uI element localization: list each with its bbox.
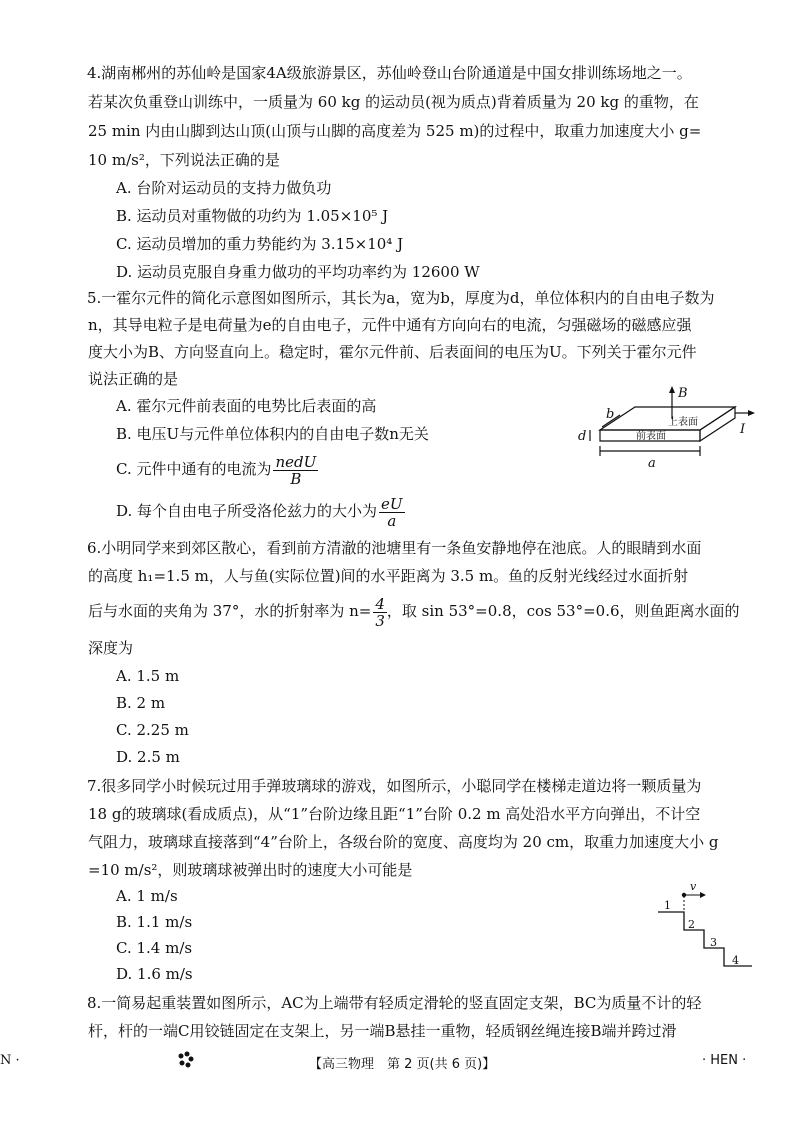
footer-right-marker: · HEN · [702, 1053, 747, 1068]
q6-stem-line-3 [88, 594, 740, 629]
q5-option-c [116, 452, 318, 487]
q6-option-b: B. 2 m [116, 694, 166, 712]
q7-option-b: B. 1.1 m/s [116, 913, 193, 931]
q7-option-c: C. 1.4 m/s [116, 939, 193, 957]
hall-side-face [700, 407, 735, 441]
step-2-label: 2 [688, 918, 695, 931]
label-I: I [740, 422, 746, 437]
q4-option-a: A. 台阶对运动员的支持力做负功 [116, 179, 332, 197]
velocity-arrowhead [700, 892, 706, 898]
q7-stem-line-3: 气阻力，玻璃球直接落到“4”台阶上，各级台阶的宽度、高度均为 20 cm，取重力加速度大小 g [88, 833, 719, 851]
q7-stem-line-4: =10 m/s²，则玻璃球被弹出时的速度大小可能是 [88, 861, 413, 879]
q4-option-d: D. 运动员克服自身重力做功的平均功率约为 12600 W [116, 263, 480, 281]
q4-stem-line-3: 25 min 内由山脚到达山顶(山顶与山脚的高度差为 525 m)的过程中，取重力加速度大小 g= [88, 122, 702, 140]
q7-option-d: D. 1.6 m/s [116, 965, 193, 983]
q6-stem-line-4: 深度为 [88, 639, 134, 657]
q6-refractive-index-fraction [373, 596, 387, 629]
label-a: a [648, 456, 656, 471]
q5-stem-line-3: 度大小为B、方向竖直向上。稳定时，霍尔元件前、后表面间的电压为U。下列关于霍尔元件 [88, 343, 697, 361]
step-4-label: 4 [732, 954, 739, 967]
q8-stem-line-1: 8.一简易起重装置如图所示，AC为上端带有轻质定滑轮的竖直固定支架，BC为质量不计的轻 [87, 994, 702, 1012]
step-1-label: 1 [664, 899, 671, 912]
q7-option-a: A. 1 m/s [116, 887, 178, 905]
q5-option-b: B. 电压U与元件单位体积内的自由电子数n无关 [116, 425, 429, 443]
q4-stem-line-1: 4.湖南郴州的苏仙岭是国家4A级旅游景区，苏仙岭登山台阶通道是中国女排训练场地之一。 [87, 64, 692, 82]
q7-stem-line-2: 18 g的玻璃球(看成质点)，从“1”台阶边缘且距“1”台阶 0.2 m 高处沿水平方向弹出，不计空 [88, 805, 701, 823]
q4-option-c: C. 运动员增加的重力势能约为 3.15×10⁴ J [116, 235, 404, 253]
q6-option-a: A. 1.5 m [116, 667, 180, 685]
q7-stem-line-1: 7.很多同学小时候玩过用手弹玻璃球的游戏，如图所示，小聪同学在楼梯走道边将一颗质量为 [87, 777, 702, 795]
q8-stem-line-2: 杆，杆的一端C用铰链固定在支架上，另一端B悬挂一重物，轻质钢丝绳连接B端并跨过滑 [88, 1022, 677, 1040]
footer-page-info: 【高三物理 第 2 页(共 6 页)】 [309, 1057, 496, 1072]
q6-option-c: C. 2.25 m [116, 721, 189, 739]
q6-stem-line-1: 6.小明同学来到郊区散心，看到前方清澈的池塘里有一条鱼安静地停在池底。人的眼睛到水面 [87, 539, 702, 557]
q5-option-d-denominator: a [387, 511, 397, 530]
q5-option-d-text: D. 每个自由电子所受洛伦兹力的大小为 [116, 502, 378, 520]
q6-option-d: D. 2.5 m [116, 748, 180, 766]
q6-fraction-numerator: 4 [375, 594, 385, 613]
label-front-face: 前表面 [636, 431, 666, 442]
glass-ball [682, 893, 686, 897]
q5-option-c-fraction [273, 454, 318, 487]
q6-fraction-denominator: 3 [375, 611, 385, 630]
label-B: B [678, 386, 688, 401]
step-3-label: 3 [710, 936, 717, 949]
q5-option-d-fraction [379, 496, 405, 529]
hall-element-figure [560, 385, 760, 485]
label-top-face: 上表面 [668, 417, 698, 428]
q5-option-c-numerator: nedU [275, 452, 317, 471]
staircase-figure [650, 878, 760, 976]
q6-stem-line-2: 的高度 h₁=1.5 m，人与鱼(实际位置)间的水平距离为 3.5 m。鱼的反射光线经过水面折射 [88, 567, 689, 585]
q6-line3-suffix: ，取 sin 53°=0.8，cos 53°=0.6，则鱼距离水面的 [386, 602, 740, 620]
magnetic-field-arrowhead [669, 386, 675, 393]
q4-stem-line-4: 10 m/s²，下列说法正确的是 [88, 151, 280, 169]
q5-option-d-numerator: eU [381, 494, 403, 513]
q5-option-c-denominator: B [290, 469, 302, 488]
q5-option-c-text: C. 元件中通有的电流为 [116, 460, 272, 478]
q4-stem-line-2: 若某次负重登山训练中，一质量为 60 kg 的运动员(视为质点)背着质量为 20 kg 的重物，在 [88, 93, 699, 111]
q5-option-d [116, 494, 405, 529]
footer-left-marker: N · [0, 1053, 20, 1068]
flower-logo-icon [176, 1051, 196, 1069]
q5-option-a: A. 霍尔元件前表面的电势比后表面的高 [116, 397, 377, 415]
label-v: v [690, 880, 697, 893]
label-d: d [578, 429, 587, 444]
q6-line3-text: 后与水面的夹角为 37°，水的折射率为 n= [88, 602, 372, 620]
q5-stem-line-1: 5.一霍尔元件的简化示意图如图所示，其长为a，宽为b，厚度为d，单位体积内的自由电子数为 [87, 289, 715, 307]
q5-stem-line-4: 说法正确的是 [88, 370, 179, 388]
q5-stem-line-2: n，其导电粒子是电荷量为e的自由电子，元件中通有方向向右的电流，匀强磁场的磁感应强 [88, 316, 692, 334]
current-arrowhead [748, 410, 755, 416]
label-b: b [606, 407, 615, 422]
q4-option-b: B. 运动员对重物做的功约为 1.05×10⁵ J [116, 207, 389, 225]
